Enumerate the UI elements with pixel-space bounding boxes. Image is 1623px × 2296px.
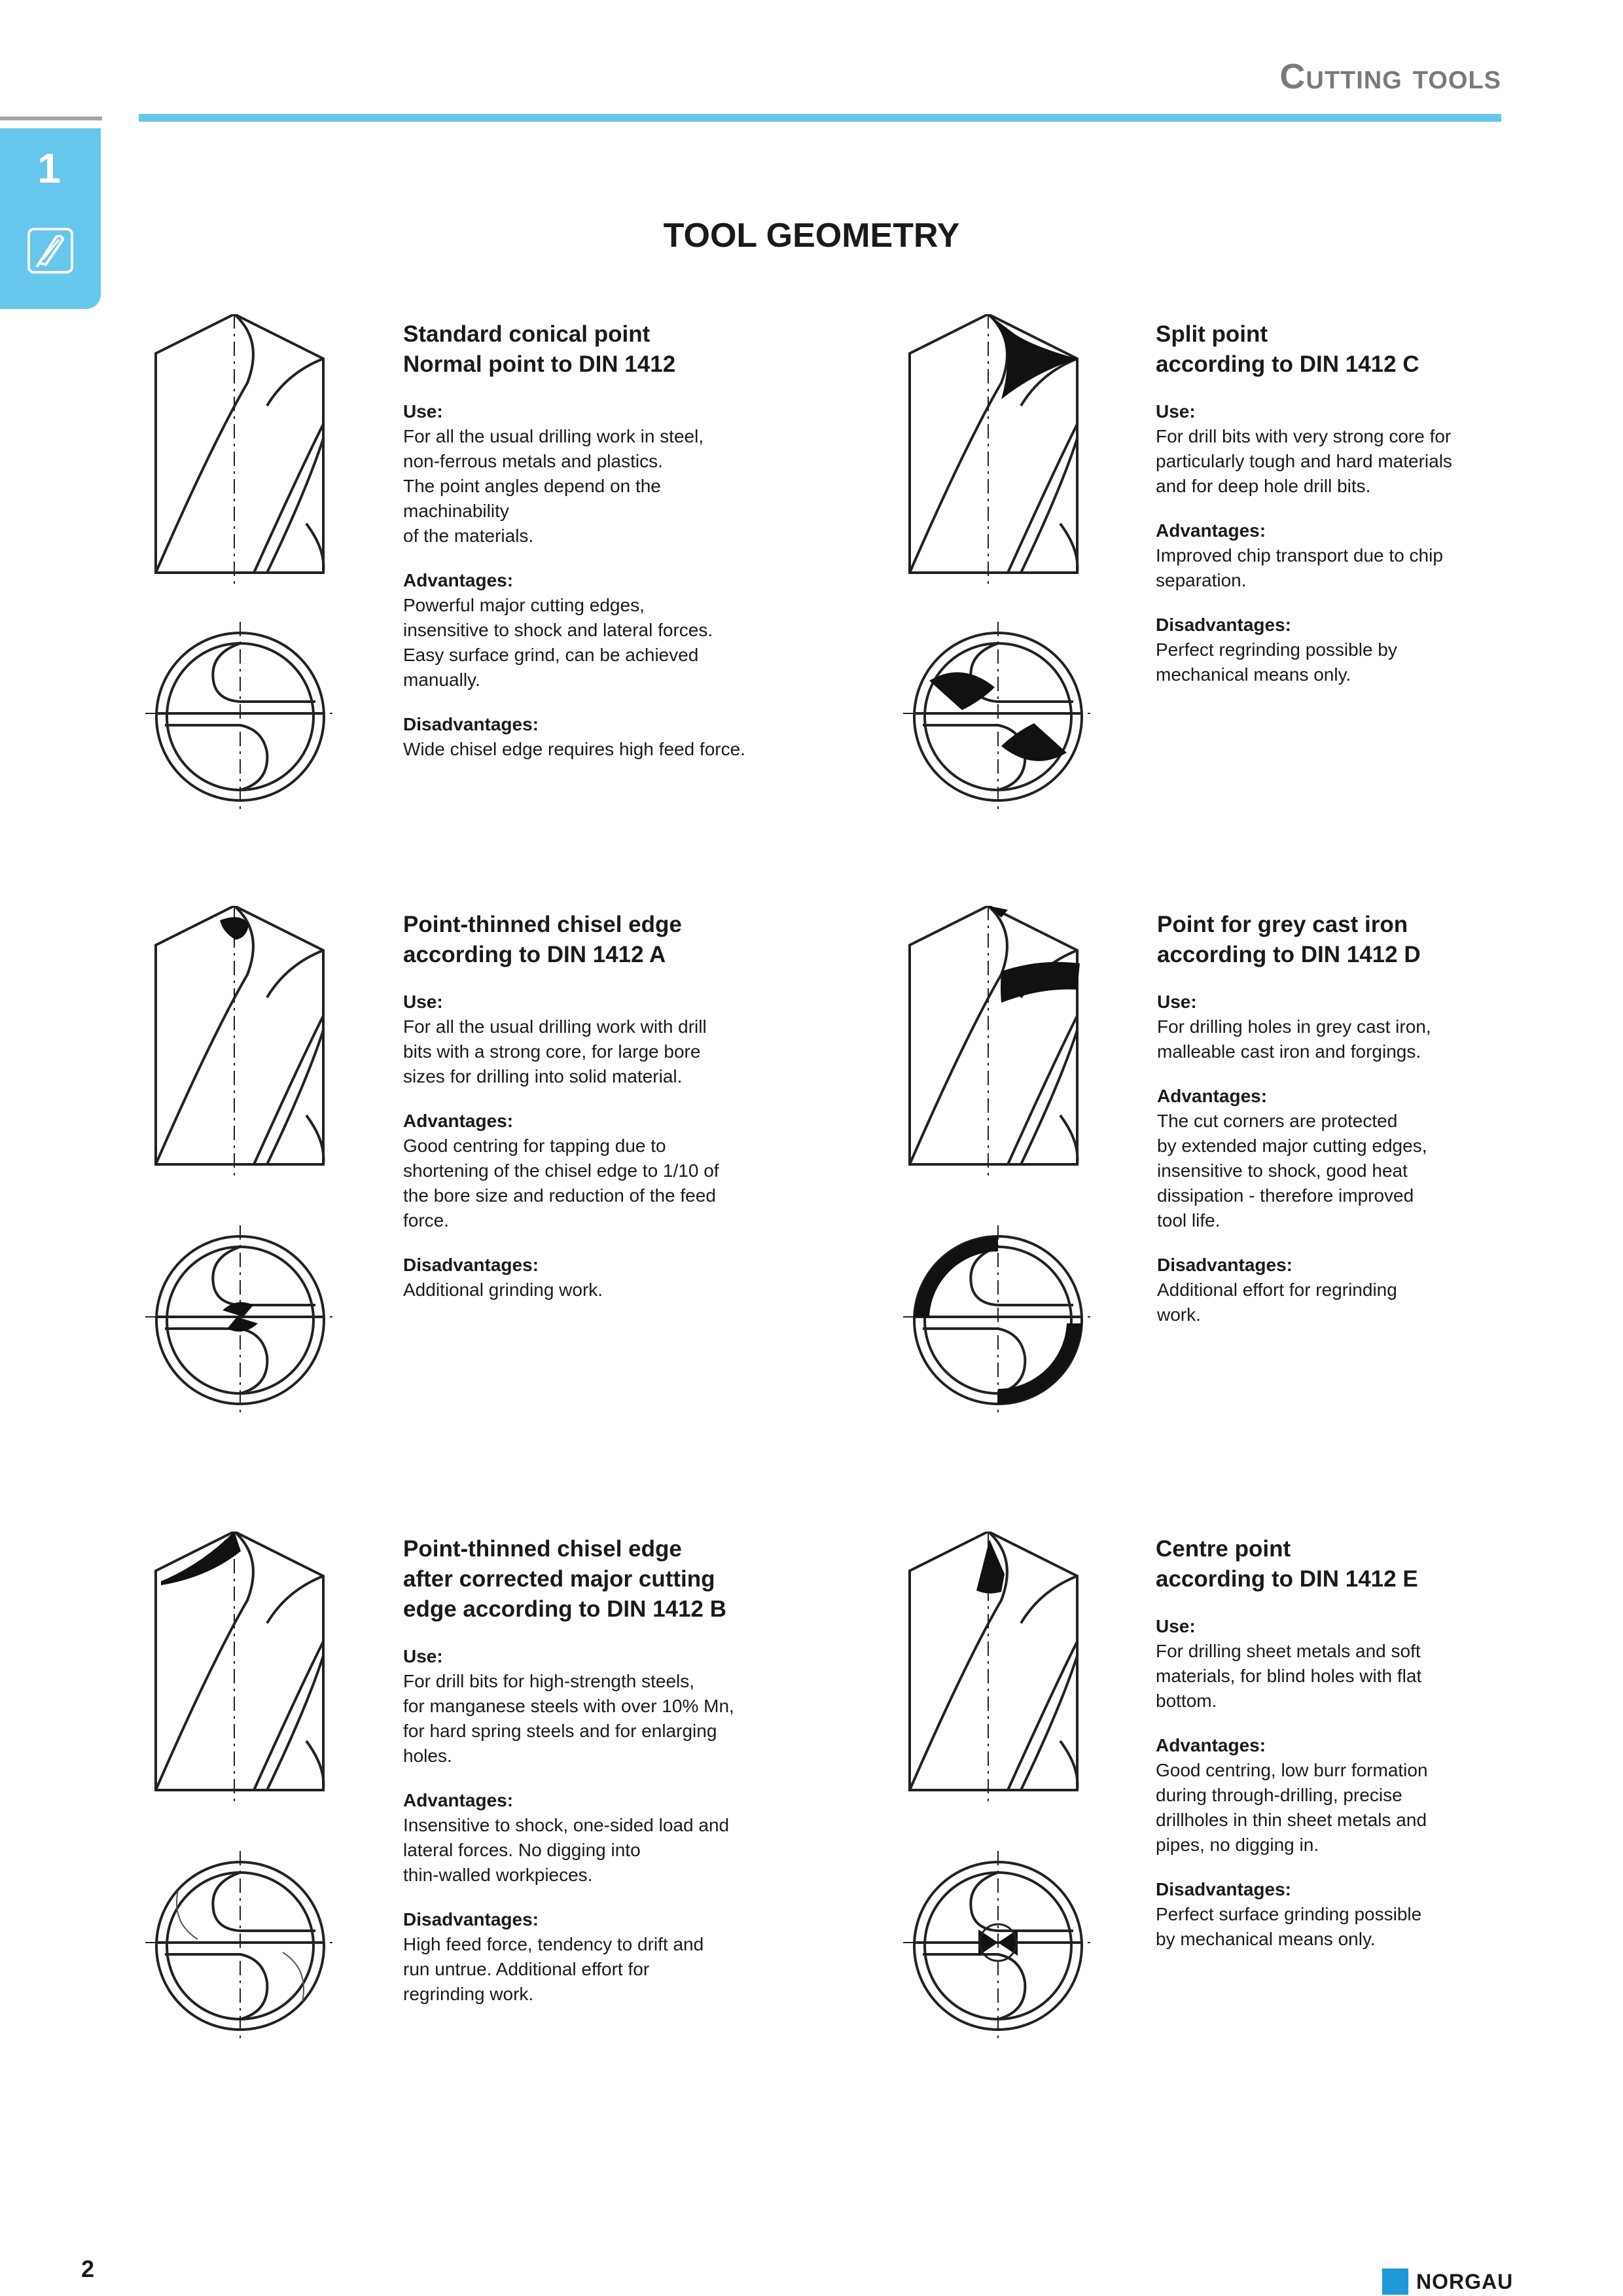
- use-text: For drilling holes in grey cast iron, malleable cast iron and forgings.: [1157, 1016, 1431, 1062]
- drill-side-view: [903, 1532, 1093, 1806]
- drill-end-view: [145, 1225, 335, 1415]
- use-label: Use:: [403, 401, 443, 422]
- advantages-label: Advantages:: [1156, 1735, 1266, 1755]
- advantages-text: Insensitive to shock, one-sided load and lateral forces. No digging into thin-walled workpieces.: [403, 1815, 730, 1885]
- use-label: Use:: [403, 1646, 443, 1666]
- entry-text: [403, 319, 770, 762]
- page-number: 2: [81, 2255, 95, 2282]
- disadvantages-text: Additional effort for regrinding work.: [1157, 1280, 1397, 1325]
- entry-text: [403, 910, 770, 1302]
- drill-side-view: [903, 314, 1093, 589]
- use-label: Use:: [1156, 1616, 1196, 1636]
- drill-end-view: [903, 1851, 1093, 2041]
- entry-title: Standard conical point Normal point to DIN 1412: [403, 321, 676, 377]
- advantages-label: Advantages:: [403, 570, 514, 590]
- entry-title: Point for grey cast iron according to DIN 1412 D: [1157, 912, 1421, 967]
- advantages-label: Advantages:: [1157, 1086, 1268, 1106]
- disadvantages-label: Disadvantages:: [1156, 1879, 1291, 1899]
- drill-side-view: [149, 906, 339, 1181]
- entry-title: Centre point according to DIN 1412 E: [1156, 1536, 1418, 1592]
- drill-end-view: [903, 1225, 1093, 1415]
- section-title: Cutting tools: [1279, 57, 1501, 96]
- advantages-text: Good centring, low burr formation during through-drilling, precise drillholes in thin sheet metals and pipes, no digging in.: [1156, 1760, 1428, 1855]
- advantages-text: The cut corners are protected by extended major cutting edges, insensitive to shock, good heat dissipation - therefore improved tool life.: [1157, 1111, 1427, 1230]
- entry-text: [1157, 910, 1524, 1327]
- use-label: Use:: [1157, 992, 1197, 1012]
- chapter-number: 1: [37, 145, 61, 192]
- disadvantages-label: Disadvantages:: [403, 1909, 539, 1929]
- drill-side-view: [149, 314, 339, 589]
- disadvantages-label: Disadvantages:: [1156, 615, 1291, 635]
- drill-side-view: [903, 906, 1093, 1181]
- use-text: For drilling sheet metals and soft materials, for blind holes with flat bottom.: [1156, 1641, 1422, 1711]
- disadvantages-text: Perfect surface grinding possible by mechanical means only.: [1156, 1904, 1422, 1949]
- disadvantages-text: Additional grinding work.: [403, 1280, 603, 1300]
- advantages-label: Advantages:: [1156, 520, 1266, 541]
- header-rule-grey: [0, 117, 102, 120]
- brand-name: NORGAU: [1416, 2270, 1514, 2293]
- disadvantages-label: Disadvantages:: [403, 1255, 539, 1275]
- use-text: For drill bits with very strong core for particularly tough and hard materials and for deep hole drill bits.: [1156, 426, 1452, 496]
- drill-end-view: [903, 622, 1093, 812]
- use-text: For all the usual drilling work in steel, non-ferrous metals and plastics. The point angles depend on the machinability of the materials.: [403, 426, 704, 546]
- header-rule-blue: [139, 114, 1501, 122]
- advantages-label: Advantages:: [403, 1111, 514, 1131]
- drill-side-view: [149, 1532, 339, 1806]
- advantages-text: Improved chip transport due to chip separation.: [1156, 545, 1443, 590]
- advantages-label: Advantages:: [403, 1790, 514, 1810]
- use-text: For all the usual drilling work with drill bits with a strong core, for large bore sizes for drilling into solid material.: [403, 1016, 707, 1086]
- entry-title: Point-thinned chisel edge according to DIN 1412 A: [403, 912, 682, 967]
- entry-title: Point-thinned chisel edge after corrected major cutting edge according to DIN 1412 B: [403, 1536, 727, 1622]
- entry-title: Split point according to DIN 1412 C: [1156, 321, 1419, 377]
- advantages-text: Powerful major cutting edges, insensitive to shock and lateral forces. Easy surface grind, can be achieved manually.: [403, 595, 713, 690]
- use-label: Use:: [1156, 401, 1196, 422]
- advantages-text: Good centring for tapping due to shortening of the chisel edge to 1/10 of the bore size and reduction of the feed force.: [403, 1136, 719, 1230]
- page-title: TOOL GEOMETRY: [663, 217, 960, 255]
- disadvantages-label: Disadvantages:: [1157, 1255, 1293, 1275]
- entry-text: [403, 1534, 770, 2007]
- disadvantages-text: High feed force, tendency to drift and run untrue. Additional effort for regrinding work.: [403, 1934, 704, 2004]
- disadvantages-label: Disadvantages:: [403, 714, 539, 734]
- disadvantages-text: Perfect regrinding possible by mechanical means only.: [1156, 639, 1397, 685]
- use-text: For drill bits for high-strength steels, for manganese steels with over 10% Mn, for hard spring steels and for enlarging holes.: [403, 1671, 734, 1766]
- drill-end-view: [145, 1851, 335, 2041]
- drill-end-view: [145, 622, 335, 812]
- entry-text: [1156, 1534, 1522, 1952]
- brand-square-icon: [1382, 2269, 1408, 2295]
- entry-text: [1156, 319, 1522, 687]
- use-label: Use:: [403, 992, 443, 1012]
- disadvantages-text: Wide chisel edge requires high feed force.: [403, 739, 745, 759]
